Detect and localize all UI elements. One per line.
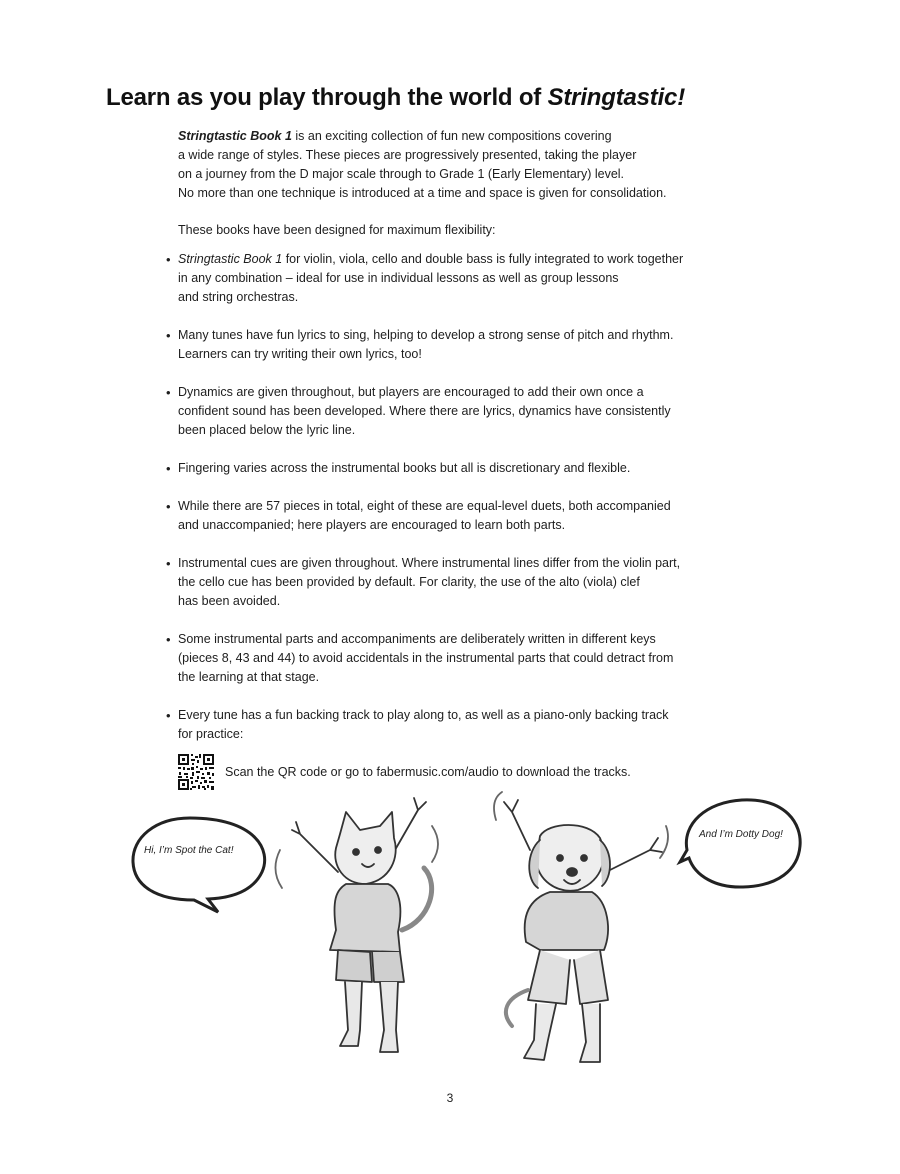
list-item — [178, 630, 738, 687]
list-item — [178, 250, 738, 307]
intro-book-name: Stringtastic Book 1 — [178, 129, 292, 143]
bullet-6-line-3: has been avoided. — [178, 594, 281, 608]
bullet-8-line-1: Every tune has a fun backing track to play along to, as well as a piano-only backing track — [178, 708, 669, 722]
page-title — [106, 84, 685, 112]
feature-list — [178, 250, 738, 744]
list-item — [178, 383, 738, 440]
list-item — [178, 554, 738, 611]
bullet-3-line-3: been placed below the lyric line. — [178, 423, 356, 437]
title-prefix: Learn as you play through the world of — [106, 84, 542, 111]
cat-character-icon — [275, 798, 438, 1052]
bullet-7-line-3: the learning at that stage. — [178, 670, 320, 684]
bullet-5-line-1: While there are 57 pieces in total, eight of these are equal-level duets, both accompanied — [178, 499, 671, 513]
list-item — [178, 706, 738, 744]
bullet-3-line-1: Dynamics are given throughout, but players are encouraged to add their own once a — [178, 385, 644, 399]
intro-line-2: a wide range of styles. These pieces are progressively presented, taking the player — [178, 148, 637, 162]
list-item — [178, 497, 738, 535]
dog-character-icon — [494, 792, 668, 1062]
intro-line-3: on a journey from the D major scale through to Grade 1 (Early Elementary) level. — [178, 167, 625, 181]
intro-line-1: is an exciting collection of fun new compositions covering — [291, 129, 612, 143]
cat-speech-text: Hi, I’m Spot the Cat! — [144, 845, 234, 856]
bullet-7-line-2: (pieces 8, 43 and 44) to avoid accidentals in the instrumental parts that could detract from — [178, 651, 674, 665]
bullet-4-line-1: Fingering varies across the instrumental books but all is discretionary and flexible. — [178, 461, 631, 475]
dog-speech-bubble — [680, 800, 800, 887]
bullet-5-line-2: and unaccompanied; here players are encouraged to learn both parts. — [178, 518, 566, 532]
title-emphasis: Stringtastic! — [547, 84, 685, 111]
content-body — [178, 127, 738, 744]
bullet-1-line-2: in any combination – ideal for use in individual lessons as well as group lessons — [178, 271, 619, 285]
page-number: 3 — [446, 1091, 454, 1105]
bullet-1-line-3: and string orchestras. — [178, 290, 299, 304]
bullet-3-line-2: confident sound has been developed. Where there are lyrics, dynamics have consistently — [178, 404, 671, 418]
intro-line-4: No more than one technique is introduced at a time and space is given for consolidation. — [178, 186, 667, 200]
list-item — [178, 459, 738, 478]
bullet-2-line-2: Learners can try writing their own lyrics, too! — [178, 347, 422, 361]
cat-speech-bubble — [133, 818, 265, 912]
qr-instruction-text: Scan the QR code or go to fabermusic.com/audio to download the tracks. — [225, 765, 631, 779]
bullet-1-line-1: for violin, viola, cello and double bass is fully integrated to work together — [282, 252, 684, 266]
bullet-1-emphasis: Stringtastic Book 1 — [178, 252, 283, 266]
list-item — [178, 326, 738, 364]
bullet-8-line-2: for practice: — [178, 727, 244, 741]
intro-paragraph — [178, 127, 738, 203]
qr-code-icon[interactable] — [178, 754, 214, 790]
bullet-2-line-1: Many tunes have fun lyrics to sing, helping to develop a strong sense of pitch and rhythm. — [178, 328, 674, 342]
bullet-6-line-2: the cello cue has been provided by default. For clarity, the use of the alto (viola) clef — [178, 575, 640, 589]
qr-download-line — [178, 754, 631, 790]
bullet-7-line-1: Some instrumental parts and accompaniments are deliberately written in different keys — [178, 632, 656, 646]
bullet-6-line-1: Instrumental cues are given throughout. Where instrumental lines differ from the violin part, — [178, 556, 681, 570]
dog-speech-text: And I’m Dotty Dog! — [699, 829, 783, 840]
lead-sentence: These books have been designed for maximum flexibility: — [178, 223, 496, 237]
